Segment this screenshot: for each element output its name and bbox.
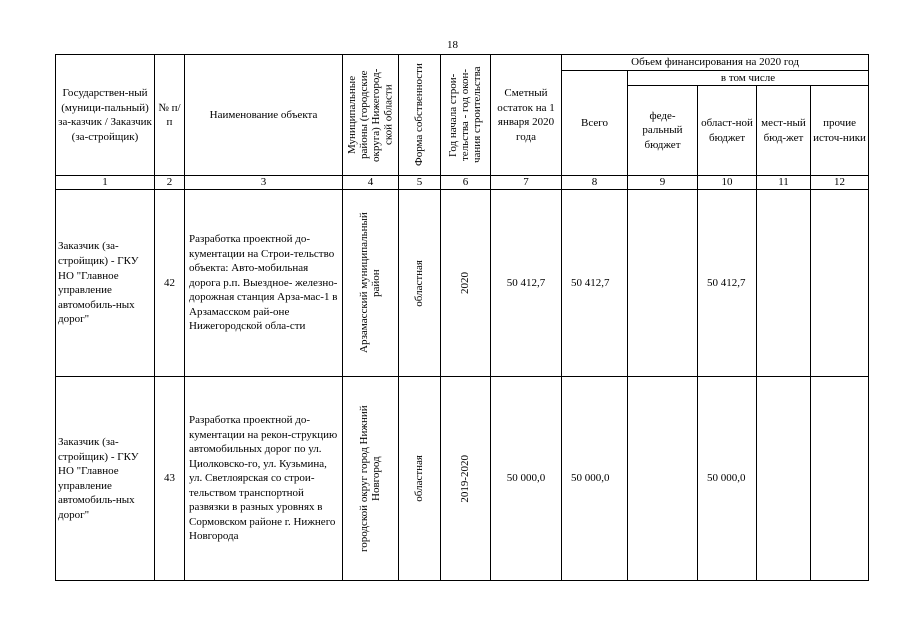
row-number-cell: 42 — [155, 190, 185, 377]
column-number: 8 — [562, 176, 628, 190]
header-local: мест-ный бюд-жет — [757, 86, 811, 176]
header-estimated-balance: Сметный остаток на 1 января 2020 года — [491, 55, 562, 176]
header-customer: Государствен-ный (муници-пальный) за-казчик / Заказчик (за-стройщик) — [56, 55, 155, 176]
column-number: 5 — [399, 176, 441, 190]
header-including: в том числе — [628, 70, 869, 86]
header-row-1 — [56, 55, 869, 71]
header-regional: област-ной бюджет — [698, 86, 757, 176]
column-number-row — [56, 176, 869, 190]
local-cell — [757, 377, 811, 581]
column-number: 2 — [155, 176, 185, 190]
customer-cell: Заказчик (за-стройщик) - ГКУ НО "Главное управление автомобиль-ных дорог" — [56, 190, 155, 377]
column-number: 4 — [343, 176, 399, 190]
district-cell: Арзамасский муниципальный район — [343, 190, 399, 377]
header-federal: феде-ральный бюджет — [628, 86, 698, 176]
header-financing: Объем финансирования на 2020 год — [562, 55, 869, 71]
column-number: 6 — [441, 176, 491, 190]
ownership-cell: областная — [399, 377, 441, 581]
column-number: 12 — [811, 176, 869, 190]
column-number: 10 — [698, 176, 757, 190]
header-number: № п/п — [155, 55, 185, 176]
object-name-cell: Разработка проектной до-кументации на Строи-тельство объекта: Авто-мобильная дорога р.п. Выездное- железно-дорожная станция Арза-мас-1 в Арзамасском рай-оне Нижегородской обла-сти — [185, 190, 343, 377]
federal-cell — [628, 377, 698, 581]
header-district: Муниципальные районы (городские округа) Нижегород-ской области — [343, 55, 399, 176]
column-number: 9 — [628, 176, 698, 190]
years-cell: 2019-2020 — [441, 377, 491, 581]
financing-table — [55, 54, 869, 581]
header-total: Всего — [562, 70, 628, 176]
header-object-name: Наименование объекта — [185, 55, 343, 176]
column-number: 11 — [757, 176, 811, 190]
page-number: 18 — [447, 39, 458, 51]
balance-cell: 50 412,7 — [491, 190, 562, 377]
balance-cell: 50 000,0 — [491, 377, 562, 581]
total-cell: 50 412,7 — [562, 190, 628, 377]
row-number-cell: 43 — [155, 377, 185, 581]
header-years: Год начала строи-тельства - год окон-чания строительства — [441, 55, 491, 176]
regional-cell: 50 000,0 — [698, 377, 757, 581]
total-cell: 50 000,0 — [562, 377, 628, 581]
column-number: 3 — [185, 176, 343, 190]
years-cell: 2020 — [441, 190, 491, 377]
district-cell: городской округ город Нижний Новгород — [343, 377, 399, 581]
ownership-cell: областная — [399, 190, 441, 377]
column-number: 7 — [491, 176, 562, 190]
header-other: прочие источ-ники — [811, 86, 869, 176]
header-ownership: Форма собственности — [399, 55, 441, 176]
column-number: 1 — [56, 176, 155, 190]
object-name-cell: Разработка проектной до-кументации на рекон-струкцию автомобильных дорог по ул. Циолковско-го, ул. Кузьмина, ул. Светлоярская со строи-тельством транспортной развязки в разных уровнях в Сормовском районе г. Нижнего Новгорода — [185, 377, 343, 581]
customer-cell: Заказчик (за-стройщик) - ГКУ НО "Главное управление автомобиль-ных дорог" — [56, 377, 155, 581]
federal-cell — [628, 190, 698, 377]
table-row — [56, 190, 869, 377]
other-cell — [811, 377, 869, 581]
local-cell — [757, 190, 811, 377]
other-cell — [811, 190, 869, 377]
regional-cell: 50 412,7 — [698, 190, 757, 377]
table-row — [56, 377, 869, 581]
